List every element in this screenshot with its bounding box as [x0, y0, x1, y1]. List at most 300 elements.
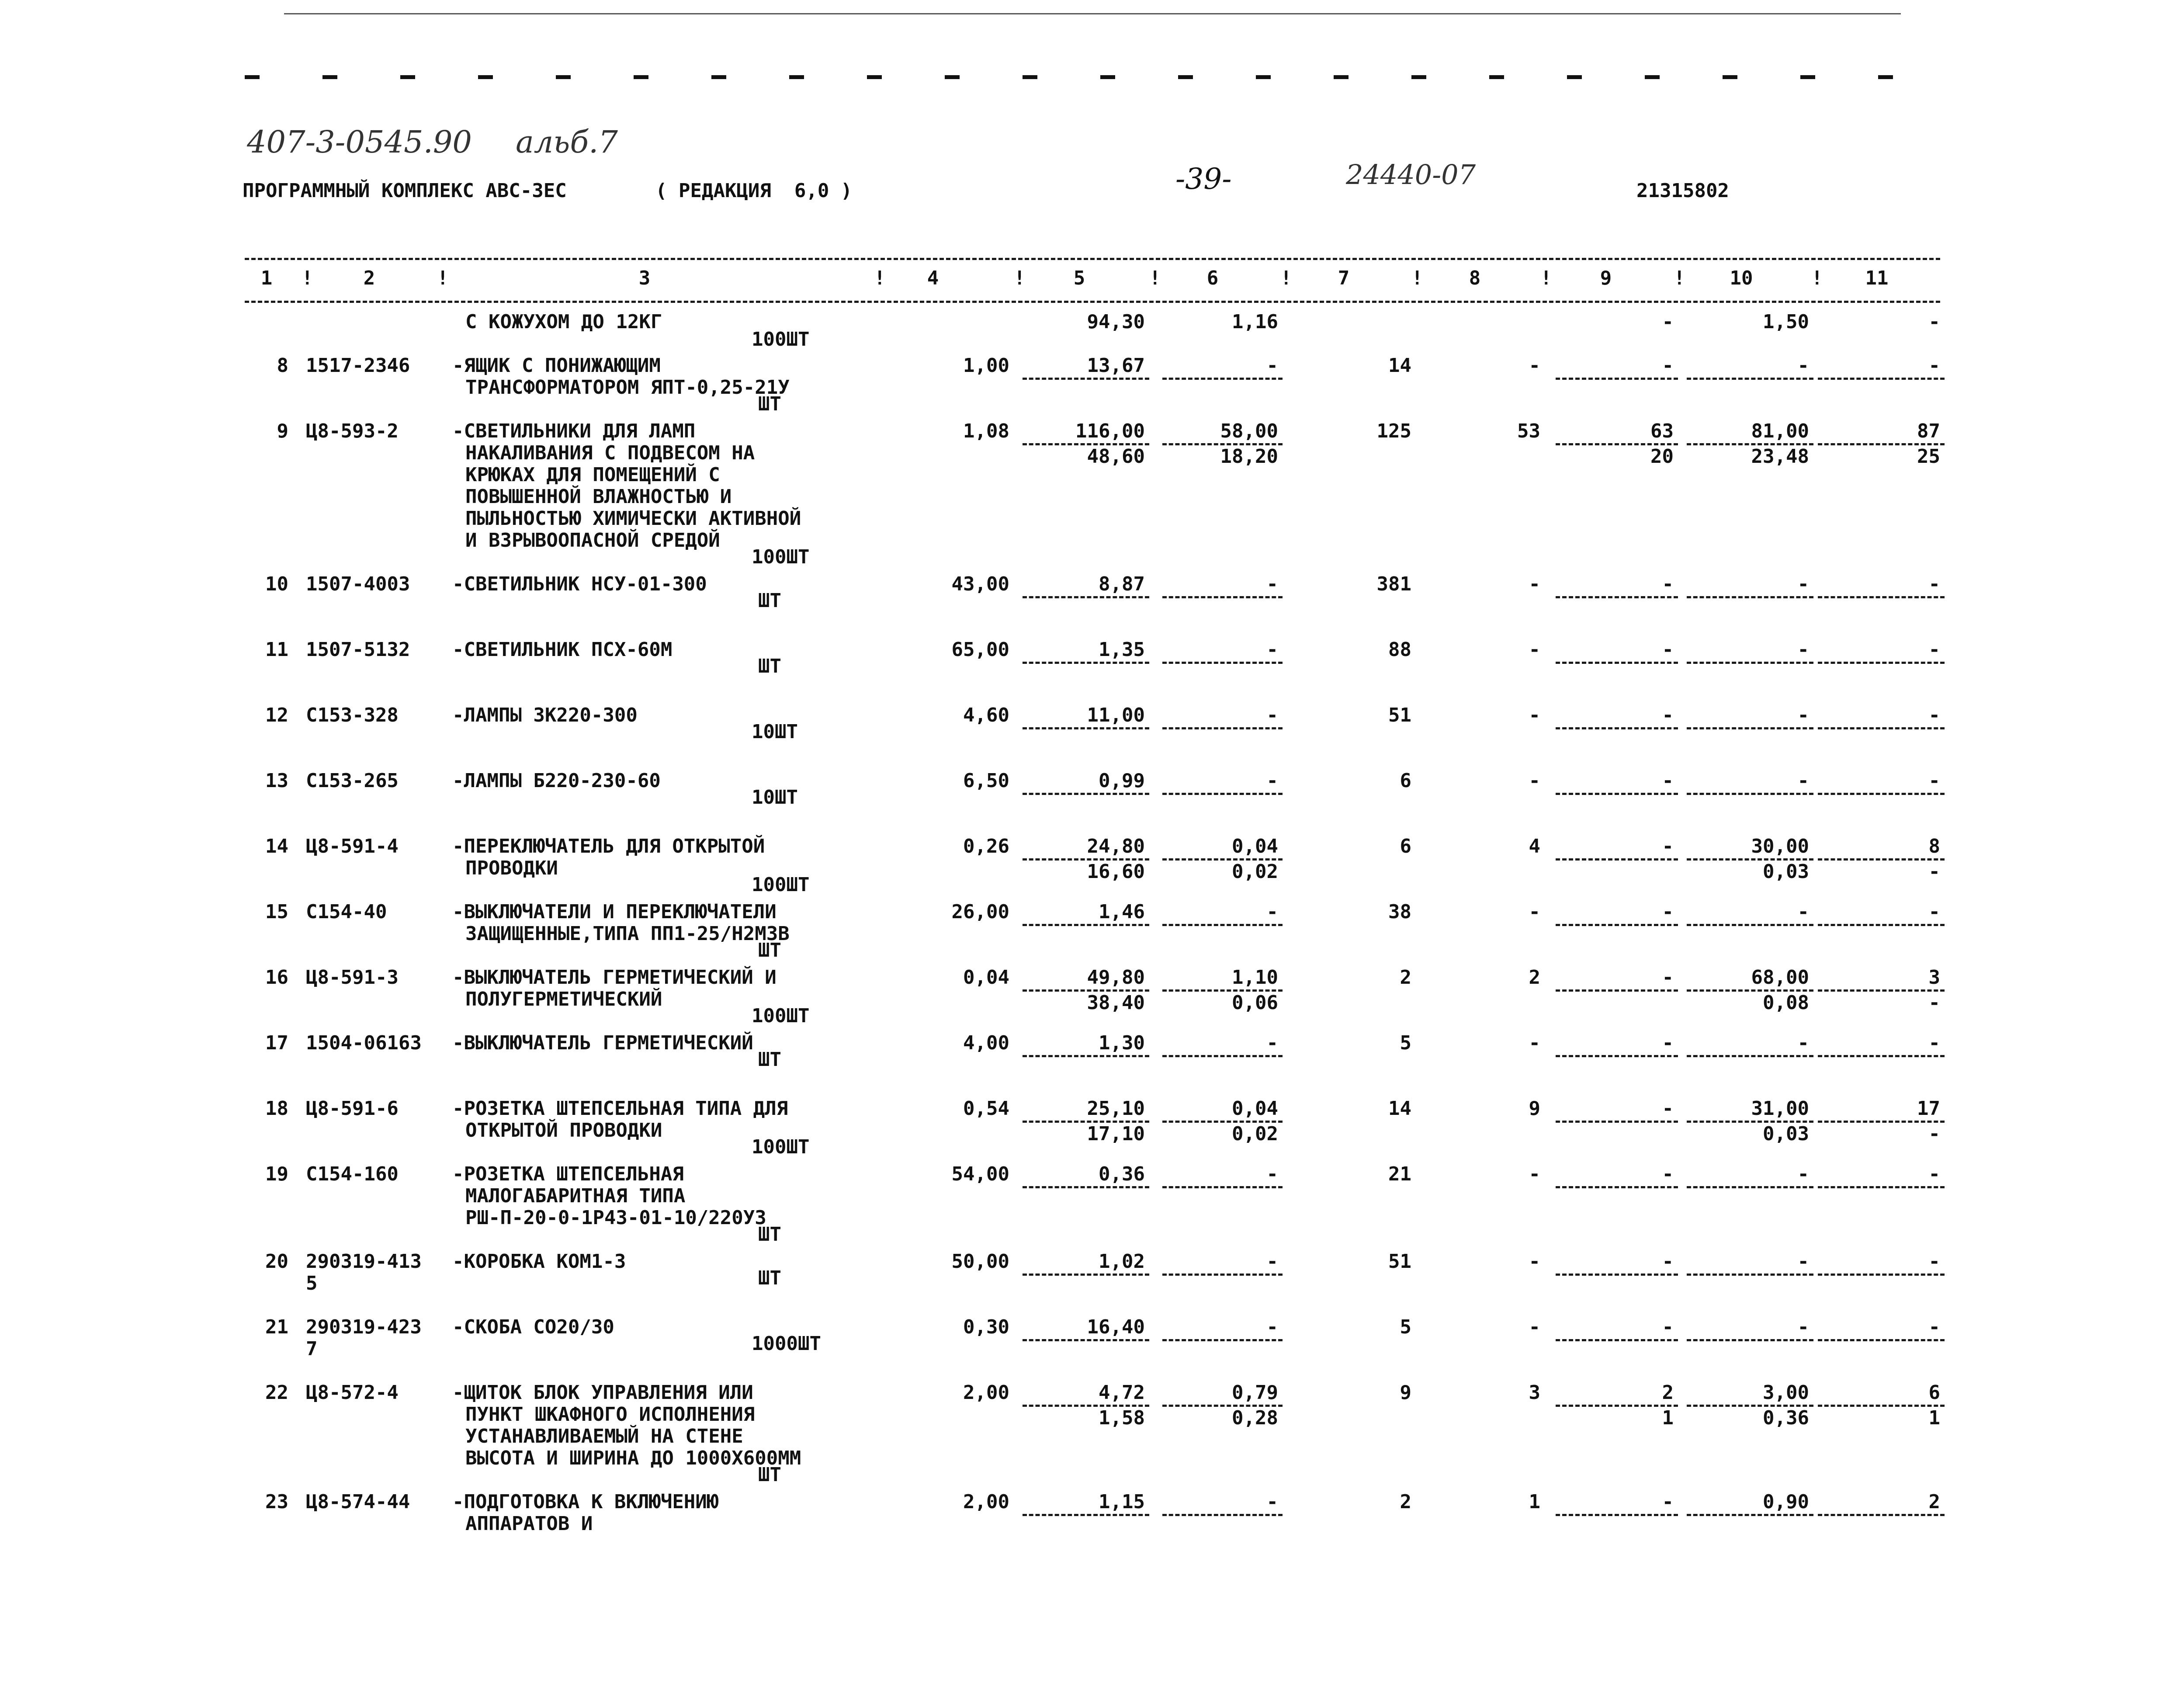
- row-code: С153-265: [306, 770, 399, 792]
- cell-underline: [1818, 727, 1945, 729]
- cell-c8: 2: [1529, 966, 1540, 989]
- row-number: 8: [277, 354, 288, 377]
- cell-c9: -: [1662, 966, 1674, 989]
- cell-underline: [1023, 1186, 1149, 1188]
- cell-c9: -: [1662, 901, 1674, 923]
- cell-c10: 31,00: [1751, 1097, 1809, 1120]
- cell-c6: 0,04: [1232, 1097, 1278, 1120]
- row-description-line: МАЛОГАБАРИТНАЯ ТИПА: [465, 1185, 686, 1207]
- row-description-line: КРЮКАХ ДЛЯ ПОМЕЩЕНИЙ С: [465, 464, 720, 486]
- cell-c11: 1: [1928, 1407, 1940, 1429]
- cell-c8: 4: [1529, 835, 1540, 857]
- continuation-unit: 100ШТ: [752, 328, 810, 351]
- dash-mark: [556, 75, 571, 79]
- column-header-4: 4: [927, 267, 939, 289]
- column-header-2: 2: [363, 267, 375, 289]
- dash-mark: [634, 75, 648, 79]
- top-rule: [284, 13, 1901, 14]
- cell-c9: -: [1662, 1250, 1674, 1273]
- cell-c4: 1,00: [963, 354, 1009, 377]
- row-description-line: -ЛАМПЫ ЗК220-300: [452, 704, 638, 726]
- header-top-rule: [245, 258, 1940, 260]
- dash-mark: [1178, 75, 1193, 79]
- cell-underline: [1556, 924, 1678, 926]
- row-description-line: РШ-П-20-0-1Р43-01-10/220У3: [465, 1207, 766, 1229]
- cell-underline: [1818, 793, 1945, 795]
- cell-c7: 14: [1388, 1097, 1411, 1120]
- cell-underline: [1162, 924, 1283, 926]
- cell-c10: 0,03: [1763, 1123, 1809, 1145]
- row-description-line: -ПОДГОТОВКА К ВКЛЮЧЕНИЮ: [452, 1491, 719, 1513]
- cell-c6: -: [1266, 770, 1278, 792]
- cell-underline: [1687, 1055, 1813, 1057]
- cell-c4: 0,30: [963, 1316, 1009, 1338]
- row-unit: 100ШТ: [752, 546, 810, 568]
- cell-c11: -: [1928, 770, 1940, 792]
- dash-mark: [1567, 75, 1582, 79]
- dash-mark: [1411, 75, 1426, 79]
- column-separator: !: [1674, 267, 1685, 289]
- cell-c11: -: [1928, 1316, 1940, 1338]
- edition-label: ( РЕДАКЦИЯ 6,0 ): [655, 180, 853, 202]
- cell-c9: -: [1662, 354, 1674, 377]
- cell-c4: 2,00: [963, 1491, 1009, 1513]
- cell-underline: [1023, 596, 1149, 598]
- row-description-line: УСТАНАВЛИВАЕМЫЙ НА СТЕНЕ: [465, 1425, 743, 1447]
- cell-underline: [1687, 596, 1813, 598]
- cell-c10: -: [1797, 573, 1809, 595]
- cell-c9: -: [1662, 704, 1674, 726]
- cell-c4: 50,00: [951, 1250, 1009, 1273]
- cell-underline: [1162, 1274, 1283, 1276]
- cell-underline: [1023, 793, 1149, 795]
- cell-c4: 2,00: [963, 1381, 1009, 1404]
- cell-c8: -: [1529, 573, 1540, 595]
- dash-mark: [867, 75, 882, 79]
- cell-c8: -: [1529, 1250, 1540, 1273]
- program-title: ПРОГРАММНЫЙ КОМПЛЕКС АВС-3ЕС: [243, 180, 567, 202]
- cell-c4: 43,00: [951, 573, 1009, 595]
- cell-underline: [1162, 1514, 1283, 1516]
- row-description-line: ТРАНСФОРМАТОРОМ ЯПТ-0,25-21У: [465, 376, 790, 399]
- column-separator: !: [1540, 267, 1552, 289]
- row-number: 10: [265, 573, 288, 595]
- cell-c9: -: [1662, 835, 1674, 857]
- column-header-10: 10: [1730, 267, 1753, 289]
- row-description-line: ОТКРЫТОЙ ПРОВОДКИ: [465, 1119, 662, 1142]
- dash-mark: [322, 75, 337, 79]
- row-code: Ц8-574-44: [306, 1491, 410, 1513]
- cell-c7: 9: [1400, 1381, 1411, 1404]
- cell-underline: [1687, 1186, 1813, 1188]
- dash-mark: [1800, 75, 1815, 79]
- cell-c11: 6: [1928, 1381, 1940, 1404]
- cell-c6: -: [1266, 1163, 1278, 1185]
- row-number: 13: [265, 770, 288, 792]
- cell-c6: 0,79: [1232, 1381, 1278, 1404]
- column-separator: !: [1811, 267, 1823, 289]
- cell-underline: [1023, 727, 1149, 729]
- cell-underline: [1556, 596, 1678, 598]
- row-code: 290319-423: [306, 1316, 422, 1338]
- cell-underline: [1023, 924, 1149, 926]
- cell-c4: 1,08: [963, 420, 1009, 442]
- cell-underline: [1556, 1339, 1678, 1341]
- cell-c8: -: [1529, 770, 1540, 792]
- cell-c8: -: [1529, 901, 1540, 923]
- row-code-cont: 7: [306, 1338, 318, 1360]
- cell-c9: 2: [1662, 1381, 1674, 1404]
- cell-underline: [1818, 1055, 1945, 1057]
- row-code: Ц8-593-2: [306, 420, 399, 442]
- cell-c9: -: [1662, 311, 1674, 333]
- handwritten-number: 24440-07: [1346, 159, 1476, 191]
- column-header-7: 7: [1338, 267, 1350, 289]
- cell-c6: -: [1266, 901, 1278, 923]
- dash-mark: [245, 75, 260, 79]
- cell-c7: 2: [1400, 1491, 1411, 1513]
- row-number: 9: [277, 420, 288, 442]
- cell-c9: -: [1662, 770, 1674, 792]
- row-unit: ШТ: [758, 1223, 781, 1246]
- cell-c10: -: [1797, 901, 1809, 923]
- cell-c5: 25,10: [1087, 1097, 1145, 1120]
- column-separator: !: [1280, 267, 1292, 289]
- row-code-cont: 5: [306, 1272, 318, 1294]
- row-unit: 100ШТ: [752, 874, 810, 896]
- cell-c8: 53: [1517, 420, 1540, 442]
- dash-mark: [478, 75, 493, 79]
- cell-c8: -: [1529, 1163, 1540, 1185]
- column-header-1: 1: [260, 267, 273, 289]
- cell-c10: 3,00: [1763, 1381, 1809, 1404]
- cell-c7: 2: [1400, 966, 1411, 989]
- cell-c9: -: [1662, 1032, 1674, 1054]
- page-number: -39-: [1175, 162, 1232, 196]
- cell-c9: -: [1662, 639, 1674, 661]
- cell-c11: -: [1928, 861, 1940, 883]
- row-code: 1507-4003: [306, 573, 410, 595]
- cell-underline: [1818, 378, 1945, 380]
- cell-underline: [1818, 1514, 1945, 1516]
- row-description-line: ВЫСОТА И ШИРИНА ДО 1000Х600ММ: [465, 1447, 801, 1469]
- cell-c6: 0,02: [1232, 861, 1278, 883]
- row-unit: 100ШТ: [752, 1005, 810, 1027]
- column-header-6: 6: [1206, 267, 1219, 289]
- row-description-line: -СВЕТИЛЬНИКИ ДЛЯ ЛАМП: [452, 420, 696, 442]
- row-code: 1507-5132: [306, 639, 410, 661]
- header-bottom-rule: [245, 301, 1940, 303]
- cell-c5: 0,99: [1099, 770, 1145, 792]
- row-unit: 10ШТ: [752, 721, 798, 743]
- cell-c6: 1,10: [1232, 966, 1278, 989]
- row-code: С153-328: [306, 704, 399, 726]
- cell-underline: [1818, 858, 1945, 861]
- cell-c10: -: [1797, 639, 1809, 661]
- cell-underline: [1818, 989, 1945, 992]
- cell-c8: -: [1529, 1032, 1540, 1054]
- row-unit: 100ШТ: [752, 1136, 810, 1158]
- cell-underline: [1162, 1055, 1283, 1057]
- cell-underline: [1818, 1339, 1945, 1341]
- cell-c7: 5: [1400, 1032, 1411, 1054]
- cell-underline: [1818, 662, 1945, 664]
- cell-c11: -: [1928, 1123, 1940, 1145]
- cell-c4: 6,50: [963, 770, 1009, 792]
- cell-c10: -: [1797, 770, 1809, 792]
- cell-underline: [1023, 1339, 1149, 1341]
- dash-mark: [1334, 75, 1349, 79]
- cell-c9: 1: [1662, 1407, 1674, 1429]
- cell-underline: [1556, 793, 1678, 795]
- cell-c5: 0,36: [1099, 1163, 1145, 1185]
- cell-c11: 8: [1928, 835, 1940, 857]
- cell-c10: 0,36: [1763, 1407, 1809, 1429]
- cell-c7: 51: [1388, 704, 1411, 726]
- cell-c6: -: [1266, 704, 1278, 726]
- cell-underline: [1556, 1405, 1678, 1407]
- cell-c6: -: [1266, 1032, 1278, 1054]
- cell-c4: 0,54: [963, 1097, 1009, 1120]
- cell-c6: 0,02: [1232, 1123, 1278, 1145]
- cell-c5: 1,46: [1099, 901, 1145, 923]
- row-code: 1504-06163: [306, 1032, 422, 1054]
- cell-c10: 30,00: [1751, 835, 1809, 857]
- cell-c10: 0,08: [1763, 992, 1809, 1014]
- cell-c10: -: [1797, 1316, 1809, 1338]
- dash-mark: [1489, 75, 1504, 79]
- row-number: 14: [265, 835, 288, 857]
- cell-underline: [1023, 662, 1149, 664]
- cell-c5: 13,67: [1087, 354, 1145, 377]
- dash-mark: [1723, 75, 1737, 79]
- cell-c8: 3: [1529, 1381, 1540, 1404]
- row-description-line: -РОЗЕТКА ШТЕПСЕЛЬНАЯ: [452, 1163, 684, 1185]
- row-code: Ц8-591-4: [306, 835, 399, 857]
- cell-c7: 6: [1400, 770, 1411, 792]
- row-description-line: И ВЗРЫВООПАСНОЙ СРЕДОЙ: [465, 529, 720, 552]
- cell-underline: [1556, 1121, 1678, 1123]
- cell-c5: 1,58: [1099, 1407, 1145, 1429]
- cell-c5: 17,10: [1087, 1123, 1145, 1145]
- column-separator: !: [1411, 267, 1423, 289]
- row-number: 22: [265, 1381, 288, 1404]
- cell-c4: 0,26: [963, 835, 1009, 857]
- cell-underline: [1023, 1514, 1149, 1516]
- cell-c7: 381: [1376, 573, 1411, 595]
- cell-c6: 0,04: [1232, 835, 1278, 857]
- cell-c11: -: [1928, 1163, 1940, 1185]
- row-description-line: -СКОБА СО20/30: [452, 1316, 614, 1338]
- row-description-line: ПОВЫШЕННОЙ ВЛАЖНОСТЬЮ И: [465, 486, 732, 508]
- cell-c5: 48,60: [1087, 445, 1145, 468]
- row-description-line: ЗАЩИЩЕННЫЕ,ТИПА ПП1-25/Н2М3В: [465, 923, 790, 945]
- cell-c10: 1,50: [1763, 311, 1809, 333]
- cell-c8: 9: [1529, 1097, 1540, 1120]
- cell-underline: [1687, 1339, 1813, 1341]
- dash-mark: [400, 75, 415, 79]
- cell-c10: 68,00: [1751, 966, 1809, 989]
- dash-mark: [711, 75, 726, 79]
- row-description-line: -ВЫКЛЮЧАТЕЛЬ ГЕРМЕТИЧЕСКИЙ: [452, 1032, 753, 1054]
- row-number: 15: [265, 901, 288, 923]
- row-unit: ШТ: [758, 939, 781, 961]
- row-code: 1517-2346: [306, 354, 410, 377]
- cell-c4: 26,00: [951, 901, 1009, 923]
- cell-c11: -: [1928, 639, 1940, 661]
- cell-underline: [1556, 858, 1678, 861]
- cell-c6: -: [1266, 639, 1278, 661]
- row-description-line: -ВЫКЛЮЧАТЕЛЬ ГЕРМЕТИЧЕСКИЙ И: [452, 966, 777, 989]
- row-description-line: ПЫЛЬНОСТЬЮ ХИМИЧЕСКИ АКТИВНОЙ: [465, 507, 801, 530]
- row-unit: ШТ: [758, 1048, 781, 1071]
- column-separator: !: [1014, 267, 1026, 289]
- row-unit: ШТ: [758, 1267, 781, 1289]
- cell-c7: 88: [1388, 639, 1411, 661]
- cell-c10: 0,90: [1763, 1491, 1809, 1513]
- cell-c6: 58,00: [1220, 420, 1278, 442]
- cell-underline: [1818, 1186, 1945, 1188]
- dash-mark: [945, 75, 960, 79]
- cell-underline: [1556, 1055, 1678, 1057]
- cell-c5: 49,80: [1087, 966, 1145, 989]
- cell-underline: [1556, 378, 1678, 380]
- row-unit: ШТ: [758, 393, 781, 415]
- cell-c7: 38: [1388, 901, 1411, 923]
- cell-underline: [1162, 727, 1283, 729]
- row-number: 18: [265, 1097, 288, 1120]
- cell-c4: 65,00: [951, 639, 1009, 661]
- cell-underline: [1687, 662, 1813, 664]
- cell-c11: 3: [1928, 966, 1940, 989]
- row-description-line: -СВЕТИЛЬНИК НСУ-01-300: [452, 573, 707, 595]
- cell-c7: 14: [1388, 354, 1411, 377]
- column-separator: !: [1149, 267, 1161, 289]
- cell-c9: 63: [1650, 420, 1674, 442]
- row-description-line: ПОЛУГЕРМЕТИЧЕСКИЙ: [465, 988, 662, 1010]
- cell-c6: 1,16: [1232, 311, 1278, 333]
- dash-mark: [1878, 75, 1893, 79]
- row-code: С154-40: [306, 901, 387, 923]
- cell-underline: [1556, 989, 1678, 992]
- cell-c5: 4,72: [1099, 1381, 1145, 1404]
- cell-c10: -: [1797, 354, 1809, 377]
- row-description-line: -РОЗЕТКА ШТЕПСЕЛЬНАЯ ТИПА ДЛЯ: [452, 1097, 788, 1120]
- cell-c5: 116,00: [1075, 420, 1145, 442]
- cell-c11: 2: [1928, 1491, 1940, 1513]
- cell-underline: [1556, 662, 1678, 664]
- dash-mark: [1256, 75, 1271, 79]
- cell-underline: [1162, 662, 1283, 664]
- cell-underline: [1162, 1186, 1283, 1188]
- cell-c11: -: [1928, 704, 1940, 726]
- cell-c11: -: [1928, 901, 1940, 923]
- cell-underline: [1687, 793, 1813, 795]
- row-unit: ШТ: [758, 1464, 781, 1486]
- cell-c5: 16,60: [1087, 861, 1145, 883]
- cell-c5: 38,40: [1087, 992, 1145, 1014]
- handwritten-doc-code: 407-3-0545.90: [247, 124, 472, 160]
- cell-c6: -: [1266, 354, 1278, 377]
- column-header-9: 9: [1600, 267, 1612, 289]
- cell-c8: -: [1529, 354, 1540, 377]
- cell-c5: 1,15: [1099, 1491, 1145, 1513]
- cell-c5: 1,30: [1099, 1032, 1145, 1054]
- cell-c10: -: [1797, 1163, 1809, 1185]
- cell-underline: [1162, 596, 1283, 598]
- cell-c10: -: [1797, 1032, 1809, 1054]
- column-separator: !: [302, 267, 313, 289]
- row-code: 290319-413: [306, 1250, 422, 1273]
- row-description-line: ПУНКТ ШКАФНОГО ИСПОЛНЕНИЯ: [465, 1403, 755, 1426]
- row-description-line: -ЩИТОК БЛОК УПРАВЛЕНИЯ ИЛИ: [452, 1381, 753, 1404]
- cell-c6: -: [1266, 573, 1278, 595]
- document-id: 21315802: [1636, 180, 1729, 202]
- cell-c9: -: [1662, 1491, 1674, 1513]
- handwritten-album: альб.7: [516, 124, 618, 160]
- cell-c9: -: [1662, 1097, 1674, 1120]
- cell-c11: 17: [1917, 1097, 1940, 1120]
- row-description-line: -ЛАМПЫ Б220-230-60: [452, 770, 661, 792]
- cell-c10: 0,03: [1763, 861, 1809, 883]
- cell-underline: [1687, 378, 1813, 380]
- row-code: Ц8-591-3: [306, 966, 399, 989]
- row-unit: ШТ: [758, 655, 781, 677]
- cell-c10: -: [1797, 1250, 1809, 1273]
- cell-c10: 81,00: [1751, 420, 1809, 442]
- cell-underline: [1162, 1339, 1283, 1341]
- row-description-line: НАКАЛИВАНИЯ С ПОДВЕСОМ НА: [465, 442, 755, 464]
- column-separator: !: [437, 267, 449, 289]
- cell-c10: -: [1797, 704, 1809, 726]
- row-description-line: -ВЫКЛЮЧАТЕЛИ И ПЕРЕКЛЮЧАТЕЛИ: [452, 901, 777, 923]
- cell-underline: [1023, 1274, 1149, 1276]
- column-header-5: 5: [1073, 267, 1085, 289]
- row-unit: 1000ШТ: [752, 1333, 821, 1355]
- cell-c7: 51: [1388, 1250, 1411, 1273]
- cell-underline: [1556, 1274, 1678, 1276]
- row-number: 19: [265, 1163, 288, 1185]
- cell-c6: 0,28: [1232, 1407, 1278, 1429]
- row-unit: ШТ: [758, 590, 781, 612]
- cell-underline: [1687, 1514, 1813, 1516]
- row-number: 12: [265, 704, 288, 726]
- cell-underline: [1818, 1405, 1945, 1407]
- cell-underline: [1556, 1186, 1678, 1188]
- cell-c4: 4,60: [963, 704, 1009, 726]
- cell-c6: 18,20: [1220, 445, 1278, 468]
- cell-underline: [1687, 1274, 1813, 1276]
- cell-c6: -: [1266, 1316, 1278, 1338]
- cell-c5: 16,40: [1087, 1316, 1145, 1338]
- cell-underline: [1687, 727, 1813, 729]
- cell-underline: [1687, 924, 1813, 926]
- row-description-line: -КОРОБКА КОМ1-3: [452, 1250, 626, 1273]
- cell-c7: 21: [1388, 1163, 1411, 1185]
- cell-c7: 125: [1376, 420, 1411, 442]
- row-number: 11: [265, 639, 288, 661]
- dash-mark: [1023, 75, 1037, 79]
- cell-c11: 87: [1917, 420, 1940, 442]
- cell-c5: 1,02: [1099, 1250, 1145, 1273]
- cell-underline: [1818, 596, 1945, 598]
- row-description-line: -ПЕРЕКЛЮЧАТЕЛЬ ДЛЯ ОТКРЫТОЙ: [452, 835, 765, 857]
- row-code: Ц8-572-4: [306, 1381, 399, 1404]
- cell-c5: 8,87: [1099, 573, 1145, 595]
- dash-mark: [1645, 75, 1660, 79]
- column-header-11: 11: [1865, 267, 1889, 289]
- cell-c5: 24,80: [1087, 835, 1145, 857]
